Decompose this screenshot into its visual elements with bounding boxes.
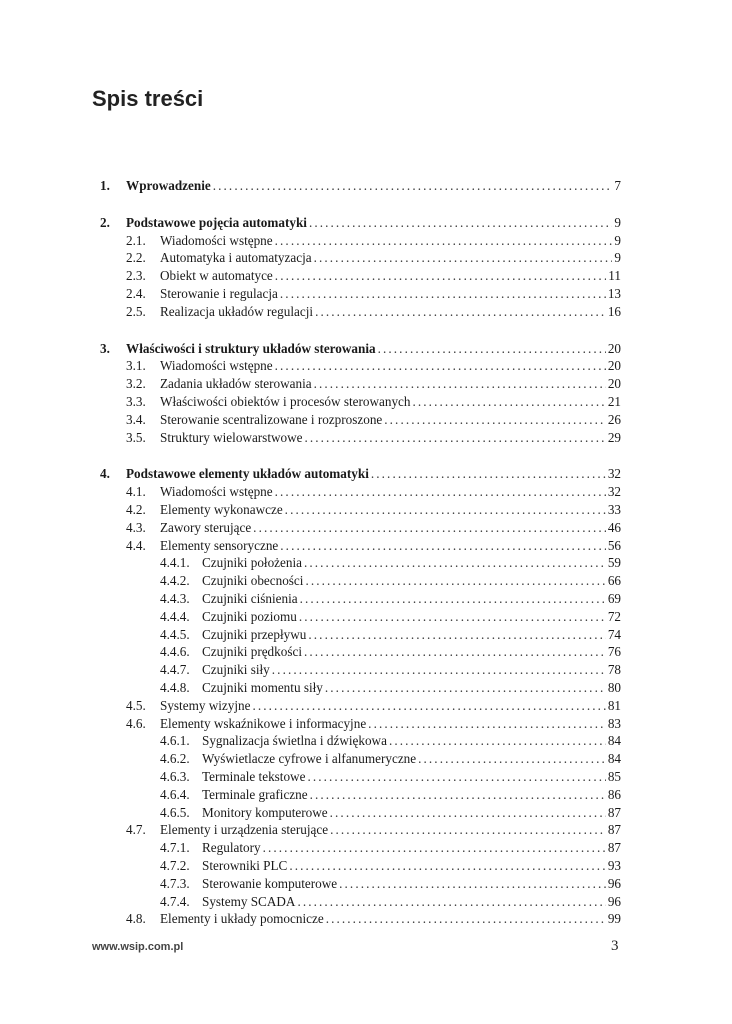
toc-entry-number: 3.2. xyxy=(126,376,146,391)
toc-entry-label: Terminale tekstowe xyxy=(202,769,306,784)
toc-entry-page: 29 xyxy=(607,430,621,445)
toc-entry-label: Wiadomości wstępne xyxy=(160,358,273,373)
toc-entry xyxy=(160,768,621,785)
toc-leader-dots xyxy=(339,875,606,892)
toc-leader-dots xyxy=(305,572,605,589)
toc-entry-number: 4.4. xyxy=(126,538,146,553)
toc-entry-label: Sterowanie komputerowe xyxy=(202,876,338,891)
toc-entry-number: 4.8. xyxy=(126,911,146,926)
toc-leader-dots xyxy=(297,893,605,910)
toc-entry xyxy=(126,249,621,266)
toc-entry-page: 96 xyxy=(607,876,621,891)
footer-page-number: 3 xyxy=(611,938,619,954)
toc-entry-number: 4.7.4. xyxy=(160,894,190,909)
toc-entry-page: 99 xyxy=(607,911,621,926)
toc-entry-number: 4.7.3. xyxy=(160,876,190,891)
toc-leader-dots xyxy=(213,177,613,194)
toc-entry-number: 4.2. xyxy=(126,502,146,517)
toc-entry xyxy=(126,375,621,392)
toc-entry-number: 4. xyxy=(100,466,110,481)
toc-entry xyxy=(160,554,621,571)
toc-entry-number: 4.6.3. xyxy=(160,769,190,784)
toc-entry-page: 87 xyxy=(607,822,621,837)
toc-entry-number: 3. xyxy=(100,341,110,356)
toc-leader-dots xyxy=(314,375,606,392)
toc-entry-number: 4.7.2. xyxy=(160,858,190,873)
toc-entry-page: 87 xyxy=(607,840,621,855)
toc-leader-dots xyxy=(389,732,606,749)
toc-entry-label: Monitory komputerowe xyxy=(202,805,328,820)
toc-entry-label: Sterowniki PLC xyxy=(202,858,288,873)
toc-entry xyxy=(160,786,621,803)
toc-entry-page: 13 xyxy=(607,286,621,301)
toc-entry-page: 9 xyxy=(614,233,621,248)
toc-leader-dots xyxy=(413,393,606,410)
toc-leader-dots xyxy=(289,857,605,874)
page-title: Spis treści xyxy=(92,86,204,111)
toc-entry-number: 3.5. xyxy=(126,430,146,445)
toc-entry-page: 83 xyxy=(607,716,621,731)
toc-leader-dots xyxy=(252,697,605,714)
toc-entry-label: Czujniki obecności xyxy=(202,573,304,588)
toc-entry-page: 86 xyxy=(607,787,621,802)
toc-leader-dots xyxy=(315,303,606,320)
toc-leader-dots xyxy=(275,483,606,500)
toc-entry xyxy=(126,429,621,446)
toc-entry-label: Obiekt w automatyce xyxy=(160,268,273,283)
toc-entry-page: 84 xyxy=(607,751,621,766)
toc-entry xyxy=(126,285,621,302)
toc-entry-label: Regulatory xyxy=(202,840,261,855)
toc-entry xyxy=(100,177,621,194)
toc-entry-number: 4.7. xyxy=(126,822,146,837)
toc-entry-number: 3.3. xyxy=(126,394,146,409)
toc-entry-label: Wprowadzenie xyxy=(126,178,211,193)
toc-entry-label: Wiadomości wstępne xyxy=(160,233,273,248)
toc-entry-number: 4.6.5. xyxy=(160,805,190,820)
toc-entry-label: Wyświetlacze cyfrowe i alfanumeryczne xyxy=(202,751,417,766)
toc-entry-page: 16 xyxy=(607,304,621,319)
toc-entry-page: 7 xyxy=(614,178,621,193)
toc-leader-dots xyxy=(307,768,605,785)
toc-leader-dots xyxy=(275,357,606,374)
toc-entry-page: 21 xyxy=(607,394,621,409)
toc-leader-dots xyxy=(326,910,606,927)
toc-entry-page: 80 xyxy=(607,680,621,695)
toc-entry-page: 20 xyxy=(607,341,621,356)
toc-entry-label: Podstawowe pojęcia automatyki xyxy=(126,215,307,230)
toc-leader-dots xyxy=(304,643,606,660)
toc-entry xyxy=(126,821,621,838)
toc-leader-dots xyxy=(275,232,613,249)
toc-entry-page: 46 xyxy=(607,520,621,535)
toc-entry-page: 9 xyxy=(614,215,621,230)
toc-leader-dots xyxy=(285,501,606,518)
toc-entry-page: 32 xyxy=(607,484,621,499)
toc-entry-label: Sterowanie scentralizowane i rozproszone xyxy=(160,412,383,427)
toc-leader-dots xyxy=(304,554,606,571)
toc-entry xyxy=(126,357,621,374)
toc-entry-label: Czujniki prędkości xyxy=(202,644,302,659)
toc-entry xyxy=(126,519,621,536)
toc-entry-page: 56 xyxy=(607,538,621,553)
toc-leader-dots xyxy=(314,249,613,266)
toc-entry xyxy=(160,572,621,589)
toc-entry-label: Systemy SCADA xyxy=(202,894,296,909)
toc-leader-dots xyxy=(280,537,606,554)
toc-entry-page: 20 xyxy=(607,376,621,391)
toc-leader-dots xyxy=(325,679,606,696)
toc-entry xyxy=(126,303,621,320)
toc-entry-label: Czujniki położenia xyxy=(202,555,302,570)
toc-entry-number: 3.1. xyxy=(126,358,146,373)
toc-entry xyxy=(160,590,621,607)
toc-entry xyxy=(126,232,621,249)
toc-entry-number: 4.4.6. xyxy=(160,644,190,659)
toc-entry xyxy=(126,910,621,927)
toc-entry xyxy=(160,893,621,910)
toc-entry-page: 72 xyxy=(607,609,621,624)
toc-entry-label: Podstawowe elementy układów automatyki xyxy=(126,466,369,481)
footer-website: www.wsip.com.pl xyxy=(92,941,184,953)
toc-entry xyxy=(126,393,621,410)
toc-entry-label: Elementy wykonawcze xyxy=(160,502,283,517)
toc-entry-label: Czujniki ciśnienia xyxy=(202,591,298,606)
toc-entry xyxy=(160,857,621,874)
toc-entry-page: 59 xyxy=(607,555,621,570)
toc-entry-page: 26 xyxy=(607,412,621,427)
toc-entry-page: 87 xyxy=(607,805,621,820)
toc-entry-label: Elementy sensoryczne xyxy=(160,538,279,553)
toc-entry-page: 32 xyxy=(607,466,621,481)
toc-entry-number: 2.4. xyxy=(126,286,146,301)
toc-entry-number: 2.5. xyxy=(126,304,146,319)
toc-entry-number: 4.4.2. xyxy=(160,573,190,588)
toc-entry xyxy=(126,715,621,732)
toc-entry xyxy=(160,608,621,625)
toc-entry-page: 78 xyxy=(607,662,621,677)
toc-entry-page: 20 xyxy=(607,358,621,373)
toc-entry-number: 4.6.1. xyxy=(160,733,190,748)
toc-entry xyxy=(160,750,621,767)
toc-entry-number: 3.4. xyxy=(126,412,146,427)
toc-entry xyxy=(126,697,621,714)
toc-entry-page: 81 xyxy=(607,698,621,713)
toc-entry-label: Sygnalizacja świetlna i dźwiękowa xyxy=(202,733,387,748)
toc-entry xyxy=(160,875,621,892)
toc-entry xyxy=(126,267,621,284)
toc-entry-number: 2.3. xyxy=(126,268,146,283)
toc-entry-page: 33 xyxy=(607,502,621,517)
toc-entry-label: Struktury wielowarstwowe xyxy=(160,430,303,445)
toc-entry xyxy=(160,732,621,749)
toc-leader-dots xyxy=(330,804,606,821)
toc-entry xyxy=(160,626,621,643)
toc-entry-page: 74 xyxy=(607,627,621,642)
toc-entry xyxy=(100,465,621,482)
toc-leader-dots xyxy=(310,786,606,803)
toc-leader-dots xyxy=(304,429,605,446)
toc-entry-label: Właściwości i struktury układów sterowania xyxy=(126,341,376,356)
toc-entry-number: 2. xyxy=(100,215,110,230)
toc-entry-page: 84 xyxy=(607,733,621,748)
toc-entry-page: 93 xyxy=(607,858,621,873)
toc-entry xyxy=(160,804,621,821)
toc-entry-number: 4.6. xyxy=(126,716,146,731)
toc-entry-label: Automatyka i automatyzacja xyxy=(160,250,312,265)
toc-entry xyxy=(100,214,621,231)
toc-leader-dots xyxy=(384,411,606,428)
toc-entry-page: 66 xyxy=(607,573,621,588)
toc-entry-label: Terminale graficzne xyxy=(202,787,308,802)
toc-entry xyxy=(160,643,621,660)
toc-leader-dots xyxy=(308,626,605,643)
toc-entry-label: Czujniki siły xyxy=(202,662,270,677)
toc-entry xyxy=(126,501,621,518)
toc-entry-number: 4.6.4. xyxy=(160,787,190,802)
toc-entry-label: Elementy wskaźnikowe i informacyjne xyxy=(160,716,367,731)
toc-entry-number: 4.4.1. xyxy=(160,555,190,570)
toc-entry-number: 4.3. xyxy=(126,520,146,535)
toc-entry-number: 1. xyxy=(100,178,110,193)
toc-leader-dots xyxy=(300,590,606,607)
toc-entry xyxy=(126,483,621,500)
toc-leader-dots xyxy=(368,715,606,732)
toc-entry-number: 4.7.1. xyxy=(160,840,190,855)
toc-entry-number: 4.6.2. xyxy=(160,751,190,766)
toc-entry xyxy=(160,839,621,856)
toc-entry-number: 2.1. xyxy=(126,233,146,248)
toc-entry-label: Czujniki poziomu xyxy=(202,609,297,624)
toc-leader-dots xyxy=(371,465,606,482)
toc-leader-dots xyxy=(275,267,607,284)
toc-leader-dots xyxy=(263,839,606,856)
toc-entry xyxy=(126,537,621,554)
toc-entry-page: 69 xyxy=(607,591,621,606)
toc-entry xyxy=(160,661,621,678)
toc-entry-label: Elementy i układy pomocnicze xyxy=(160,911,324,926)
toc-entry-label: Elementy i urządzenia sterujące xyxy=(160,822,329,837)
toc-entry xyxy=(126,411,621,428)
toc-entry-label: Czujniki momentu siły xyxy=(202,680,323,695)
toc-entry-label: Zawory sterujące xyxy=(160,520,252,535)
toc-leader-dots xyxy=(378,340,606,357)
toc-entry-page: 11 xyxy=(608,268,621,283)
toc-leader-dots xyxy=(330,821,606,838)
toc-entry-number: 4.4.5. xyxy=(160,627,190,642)
toc-leader-dots xyxy=(309,214,612,231)
toc-entry xyxy=(100,340,621,357)
toc-entry-label: Systemy wizyjne xyxy=(160,698,251,713)
toc-entry-label: Wiadomości wstępne xyxy=(160,484,273,499)
toc-leader-dots xyxy=(272,661,606,678)
toc-leader-dots xyxy=(253,519,606,536)
toc-leader-dots xyxy=(299,608,606,625)
toc-entry-number: 4.4.7. xyxy=(160,662,190,677)
toc-leader-dots xyxy=(418,750,606,767)
toc-entry-label: Zadania układów sterowania xyxy=(160,376,312,391)
toc-entry-number: 4.4.8. xyxy=(160,680,190,695)
toc-entry-page: 85 xyxy=(607,769,621,784)
toc-entry-label: Realizacja układów regulacji xyxy=(160,304,314,319)
toc-entry-number: 4.4.3. xyxy=(160,591,190,606)
toc-entry-label: Właściwości obiektów i procesów sterowanych xyxy=(160,394,411,409)
toc-entry-number: 2.2. xyxy=(126,250,146,265)
toc-entry-page: 96 xyxy=(607,894,621,909)
toc-entry-number: 4.4.4. xyxy=(160,609,190,624)
toc-entry-label: Czujniki przepływu xyxy=(202,627,307,642)
toc-leader-dots xyxy=(280,285,606,302)
toc-entry-number: 4.1. xyxy=(126,484,146,499)
toc-entry-page: 9 xyxy=(614,250,621,265)
toc-entry-label: Sterowanie i regulacja xyxy=(160,286,278,301)
toc-entry xyxy=(160,679,621,696)
toc-entry-number: 4.5. xyxy=(126,698,146,713)
toc-entry-page: 76 xyxy=(607,644,621,659)
